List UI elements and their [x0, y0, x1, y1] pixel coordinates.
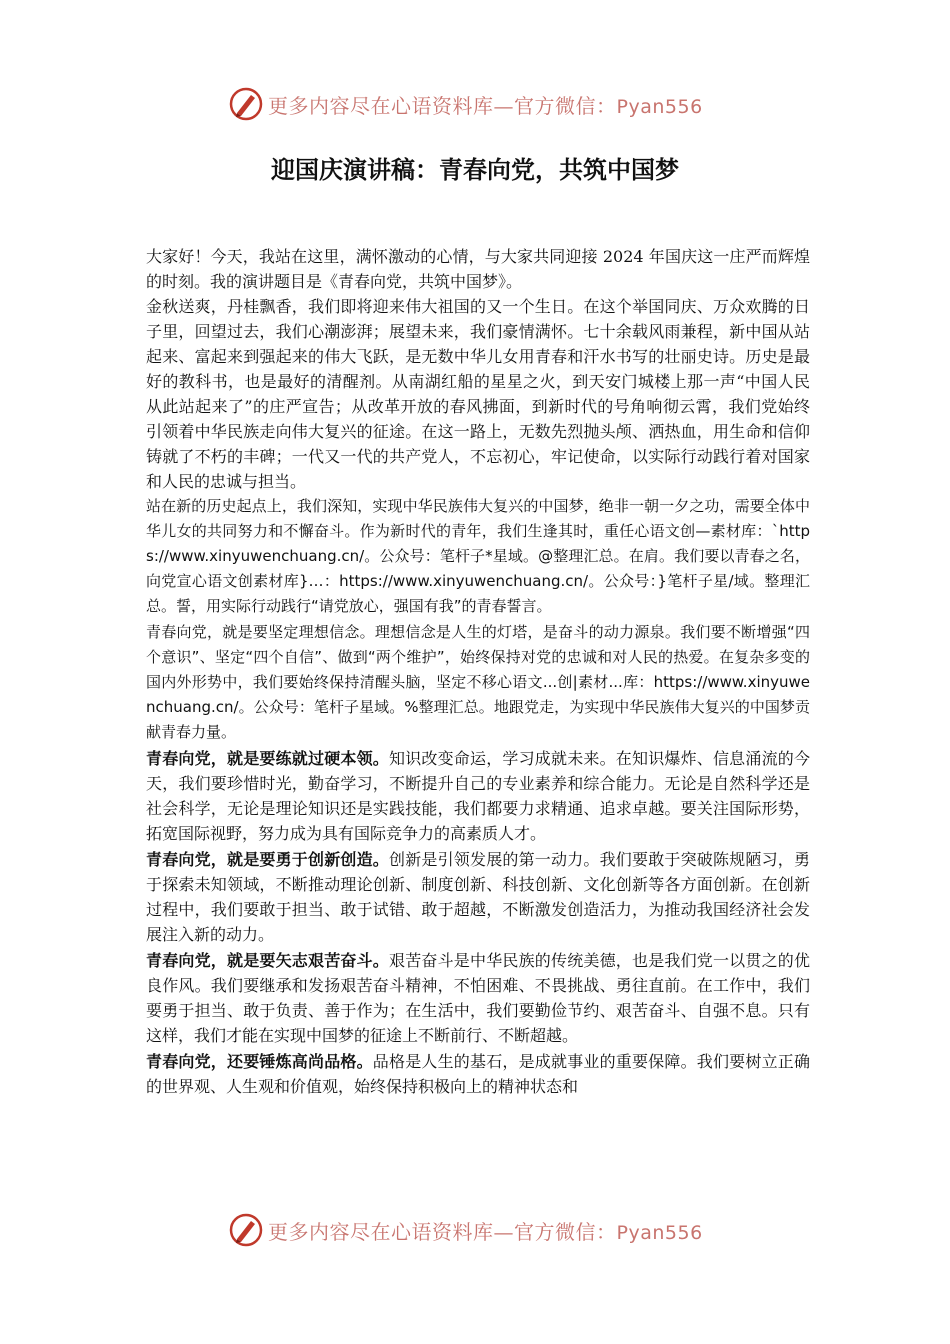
wechat-id: Pyan556: [616, 1221, 703, 1244]
paragraph-lead: 青春向党，就是要矢志艰苦奋斗。: [146, 951, 389, 970]
paragraph-new-era: 站在新的历史起点上，我们深知，实现中华民族伟大复兴的中国梦，绝非一朝一夕之功，需要全体中华儿女的共同努力和不懈奋斗。作为新时代的青年，我们生逢其时，重任心语文创—素材库：`https://www.xinyuwenchuang.cn/。公众号：笔杆子*星域。@整理汇总。在肩。我们要以青春之名，向党宣心语文创素材库}…：https://www.xinyuwenchuang.cn/。公众号：}笔杆子星/域。整理汇总。誓，用实际行动践行“请党放心，强国有我”的青春誓言。: [146, 497, 810, 615]
paragraph-skills: 青春向党，就是要练就过硬本领。知识改变命运，学习成就未来。在知识爆炸、信息涌流的今天，我们要珍惜时光，勤奋学习，不断提升自己的专业素养和综合能力。无论是自然科学还是社会科学，无论是理论知识还是实践技能，我们都要力求精通、追求卓越。要关注国际形势，拓宽国际视野，努力成为具有国际竞争力的高素质人才。: [146, 749, 810, 843]
paragraph-lead: 青春向党，就是要勇于创新创造。: [146, 850, 389, 869]
banner-text: 更多内容尽在心语资料库—官方微信：Pyan556: [268, 1219, 703, 1244]
paragraph-ideals: 青春向党，就是要坚定理想信念。理想信念是人生的灯塔，是奋斗的动力源泉。我们要不断增强“四个意识”、坚定“四个自信”、做到“两个维护”，始终保持对党的忠诚和对人民的热爱。在复杂多变的国内外形势中，我们要始终保持清醒头脑，坚定不移心语文...创|素材...库：https://www.xinyuwenchuang.cn/。公众号：笔杆子星域。%整理汇总。地跟党走，为实现中华民族伟大复兴的中国梦贡献青春力量。: [146, 623, 810, 741]
paragraph-lead: 青春向党，还要锤炼高尚品格。: [146, 1052, 373, 1071]
paragraph-greeting: 大家好！今天，我站在这里，满怀激动的心情，与大家共同迎接 2024 年国庆这一庄严而辉煌的时刻。我的演讲题目是《青春向党，共筑中国梦》。: [146, 247, 810, 291]
footer-banner: [228, 1210, 728, 1250]
header-banner: [228, 84, 728, 124]
paragraph-innovation: 青春向党，就是要勇于创新创造。创新是引领发展的第一动力。我们要敢于突破陈规陋习，勇于探索未知领域，不断推动理论创新、制度创新、科技创新、文化创新等各方面创新。在创新过程中，我们要敢于担当、敢于试错、敢于超越，不断激发创造活力，为推动我国经济社会发展注入新的动力。: [146, 850, 810, 944]
pen-logo-icon: [228, 86, 264, 122]
pen-logo-icon: [228, 1212, 264, 1248]
wechat-id: Pyan556: [616, 95, 703, 118]
paragraph-character: 青春向党，还要锤炼高尚品格。品格是人生的基石，是成就事业的重要保障。我们要树立正确的世界观、人生观和价值观，始终保持积极向上的精神状态和: [146, 1052, 810, 1096]
document-title: 迎国庆演讲稿：青春向党，共筑中国梦: [271, 155, 679, 184]
paragraph-lead: 青春向党，就是要练就过硬本领。: [146, 749, 389, 768]
banner-text: 更多内容尽在心语资料库—官方微信：Pyan556: [268, 93, 703, 118]
paragraph-struggle: 青春向党，就是要矢志艰苦奋斗。艰苦奋斗是中华民族的传统美德，也是我们党一以贯之的优良作风。我们要继承和发扬艰苦奋斗精神，不怕困难、不畏挑战、勇往直前。在工作中，我们要勇于担当、敢于负责、善于作为；在生活中，我们要勤俭节约、艰苦奋斗、自强不息。只有这样，我们才能在实现中国梦的征途上不断前行、不断超越。: [146, 951, 810, 1045]
paragraph-history: 金秋送爽，丹桂飘香，我们即将迎来伟大祖国的又一个生日。在这个举国同庆、万众欢腾的日子里，回望过去，我们心潮澎湃；展望未来，我们豪情满怀。七十余载风雨兼程，新中国从站起来、富起来到强起来的伟大飞跃，是无数中华儿女用青春和汗水书写的壮丽史诗。历史是最好的教科书，也是最好的清醒剂。从南湖红船的星星之火，到天安门城楼上那一声“中国人民从此站起来了”的庄严宣告；从改革开放的春风拂面，到新时代的号角响彻云霄，我们党始终引领着中华民族走向伟大复兴的征途。在这一路上，无数先烈抛头颅、洒热血，用生命和信仰铸就了不朽的丰碑；一代又一代的共产党人，不忘初心，牢记使命，以实际行动践行着对国家和人民的忠诚与担当。: [146, 297, 810, 491]
document-body: [146, 244, 810, 1099]
